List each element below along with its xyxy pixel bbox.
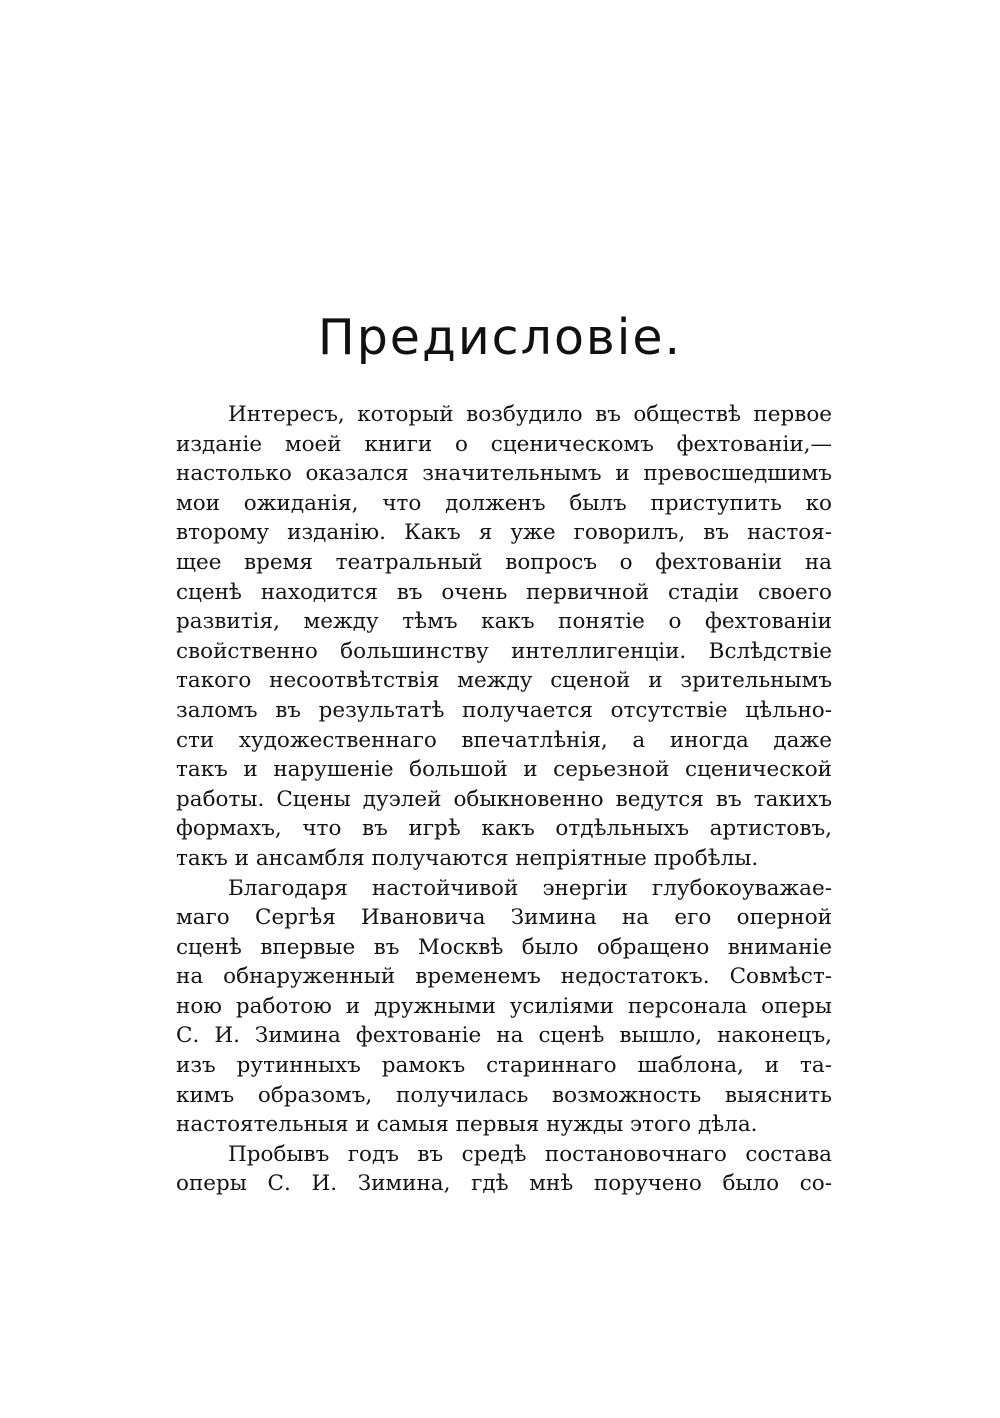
text-line: такъ и ансамбля получаются непріятные пробѣлы. [176,845,759,871]
text-line: второму изданію. Какъ я уже говорилъ, въ настоя- [176,520,832,546]
text-line: на обнаруженный временемъ недостатокъ. Совмѣст- [176,964,832,990]
text-line: заломъ въ результатѣ получается отсутствіе цѣльно- [176,697,832,723]
text-line: работы. Сцены дуэлей обыкновенно ведутся въ такихъ [176,786,832,812]
text-line: сценѣ впервые въ Москвѣ было обращено вниманіе [176,934,832,960]
text-line: Интересъ, который возбудило въ обществѣ первое [228,402,832,427]
text-line: Пробывъ годъ въ средѣ постановочнаго состава [228,1141,832,1167]
text-line: сценѣ находится въ очень первичной стадіи своего [176,579,832,605]
text-line: кимъ образомъ, получилась возможность выяснить [176,1082,832,1108]
text-line: настолько оказался значительнымъ и превосшедшимъ [176,461,832,487]
text-line: настоятельныя и самыя первыя нужды этого дѣла. [176,1112,758,1138]
text-line: ною работою и дружными усиліями персонала оперы [176,993,832,1019]
text-line: Благодаря настойчивой энергіи глубокоуважае- [228,875,832,901]
page-title: Предисловіе. [317,309,683,366]
text-line: такого несоотвѣтствія между сценой и зрительнымъ [176,668,832,694]
text-line: формахъ, что въ игрѣ какъ отдѣльныхъ артистовъ, [176,816,832,842]
text-line: свойственно большинству интеллигенціи. Вслѣдствіе [176,638,832,664]
text-line: С. И. Зимина фехтованіе на сценѣ вышло, наконецъ, [176,1023,832,1049]
preface-text [176,400,832,1199]
text-line: маго Сергѣя Ивановича Зимина на его оперной [176,905,832,931]
text-line: щее время театральный вопросъ о фехтованіи на [176,549,832,575]
text-line: развитія, между тѣмъ какъ понятіе о фехтованіи [176,609,832,635]
text-line: изъ рутинныхъ рамокъ стариннаго шаблона, и та- [176,1053,832,1079]
text-line: сти художественнаго впечатлѣнія, а иногда даже [176,727,832,753]
text-line: мои ожиданія, что долженъ былъ приступить ко [176,490,832,516]
text-line: оперы С. И. Зимина, гдѣ мнѣ поручено было со- [176,1171,832,1197]
text-line: такъ и нарушеніе большой и серьезной сценической [176,757,832,783]
text-line: изданіе моей книги о сценическомъ фехтованіи,— [176,431,832,457]
